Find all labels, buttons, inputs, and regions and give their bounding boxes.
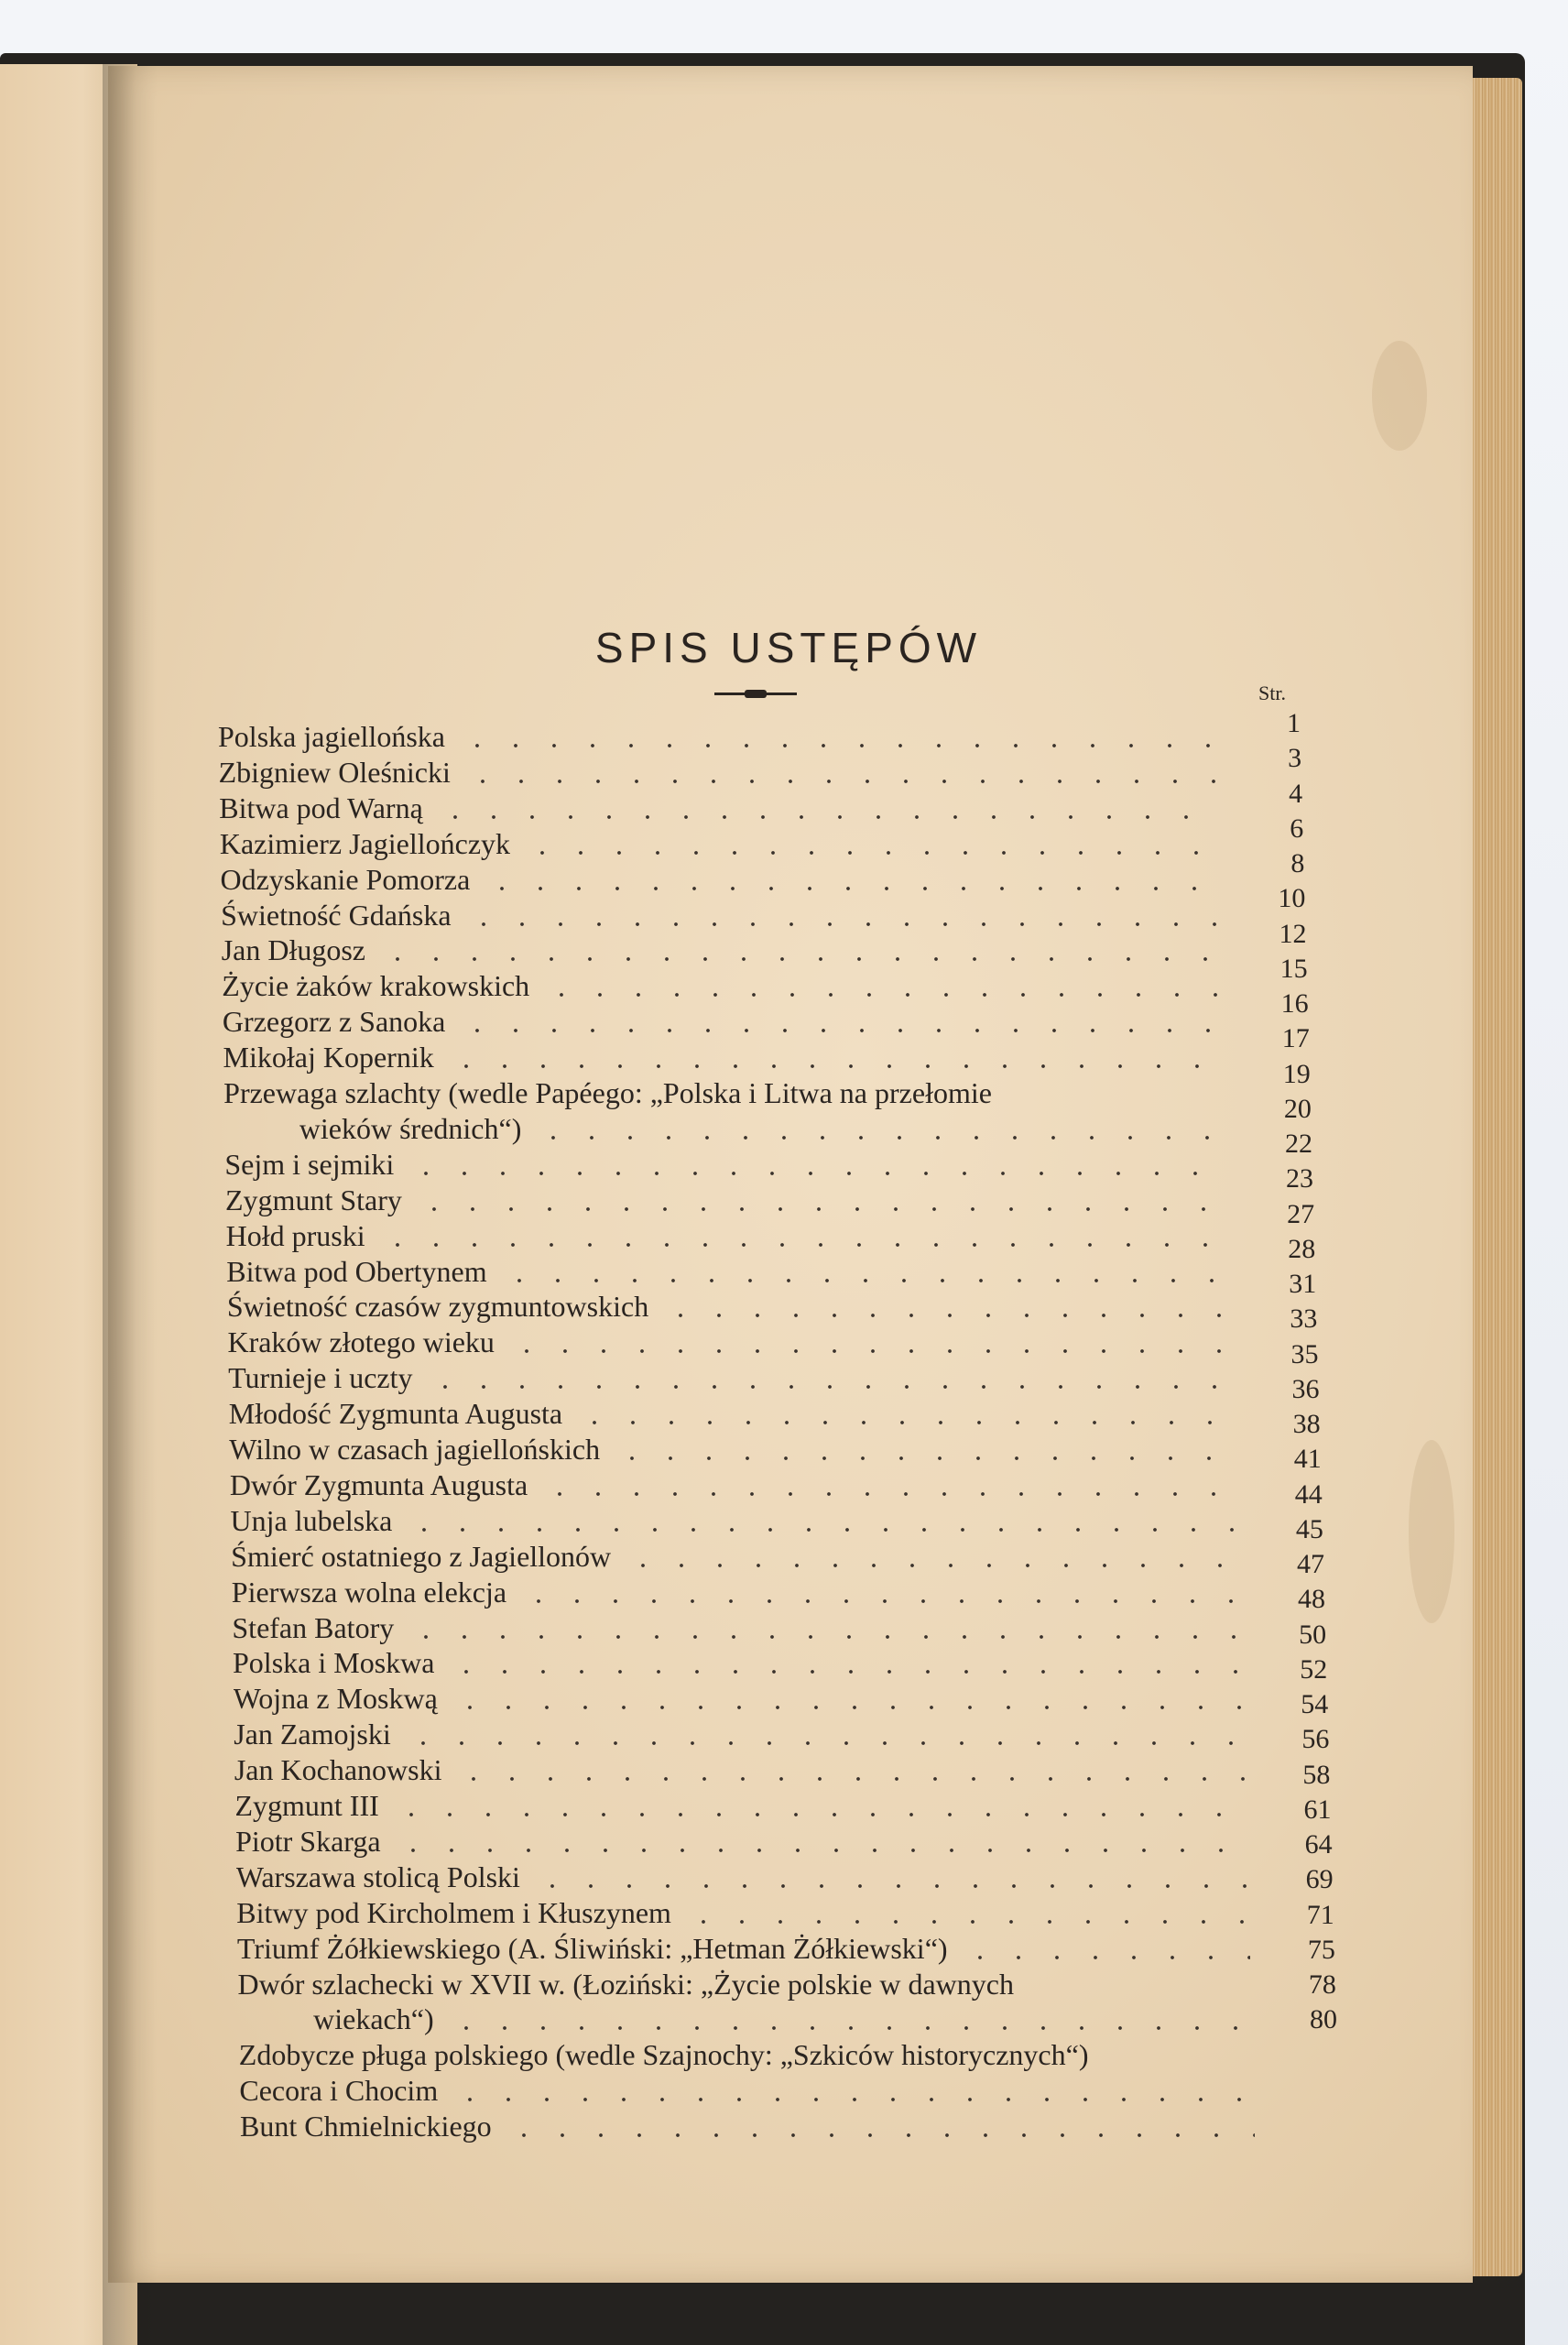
toc-entry <box>232 1575 1241 1609</box>
dot-leader <box>405 1528 1238 1532</box>
toc-entry-label: Zygmunt III <box>234 1789 379 1822</box>
page-number: 69 <box>1305 1864 1334 1895</box>
page-number: 52 <box>1300 1653 1328 1685</box>
page-number: 35 <box>1290 1338 1319 1369</box>
page-number: 19 <box>1282 1058 1311 1089</box>
toc-entry <box>227 1289 1234 1324</box>
toc-entry <box>223 1075 1227 1110</box>
toc-entry <box>235 1824 1247 1859</box>
toc-entry-label: Zygmunt Stary <box>225 1183 402 1216</box>
page-number: 23 <box>1286 1163 1314 1194</box>
toc-entry-label: Bunt Chmielnickiego <box>240 2110 492 2143</box>
toc-entry <box>236 1895 1249 1930</box>
toc-entry <box>223 1040 1227 1074</box>
page-number: 31 <box>1289 1269 1317 1299</box>
toc-entry-label: wieków średnich“) <box>299 1111 522 1145</box>
dot-leader <box>463 780 1219 783</box>
toc-entry <box>225 1183 1230 1217</box>
page-number: 80 <box>1310 2004 1337 2035</box>
toc-entry-label: Warszawa stolicą Polski <box>235 1860 520 1893</box>
dot-leader <box>447 1064 1227 1068</box>
toc-entry <box>239 2073 1254 2108</box>
toc-entry-label: Bitwa pod Obertynem <box>226 1254 487 1288</box>
page-number: 45 <box>1295 1513 1323 1544</box>
dot-leader <box>392 1813 1247 1816</box>
page-number: 28 <box>1288 1233 1316 1264</box>
toc-entry-label: Bitwa pod Warną <box>219 791 423 824</box>
toc-entry-label: Polska jagiellońska <box>218 720 445 753</box>
dot-leader <box>542 993 1225 997</box>
dot-leader <box>458 744 1218 747</box>
dot-leader <box>447 2026 1252 2030</box>
paper-stain <box>1409 1440 1454 1623</box>
page-number: 64 <box>1304 1829 1333 1860</box>
toc-entry <box>221 898 1223 933</box>
page-number: 50 <box>1299 1619 1327 1650</box>
toc-entry <box>227 1325 1234 1359</box>
dot-leader <box>407 1172 1229 1175</box>
toc-entry <box>219 791 1220 825</box>
dot-leader <box>961 1956 1250 1959</box>
toc-entry <box>230 1467 1238 1502</box>
page-column-header: Str. <box>1258 682 1286 704</box>
dot-leader <box>534 1136 1228 1140</box>
dot-leader <box>540 1492 1237 1496</box>
page-number: 33 <box>1290 1303 1318 1335</box>
toc-entry <box>234 1788 1246 1823</box>
toc-entry <box>220 826 1221 861</box>
page-number: 48 <box>1298 1584 1326 1615</box>
dot-leader <box>378 957 1224 961</box>
toc-entry <box>229 1396 1236 1431</box>
toc-entry <box>231 1503 1239 1538</box>
toc-entry <box>234 1681 1244 1716</box>
toc-entry <box>228 1360 1235 1395</box>
toc-entry-label: Kraków złotego wieku <box>227 1325 495 1359</box>
toc-entry <box>224 1147 1229 1182</box>
toc-entry <box>220 862 1222 897</box>
page-number: 6 <box>1290 813 1304 844</box>
dot-leader <box>613 1456 1236 1460</box>
toc-entry-label: Dwór szlachecki w XVII w. (Łoziński: „Życie polskie w dawnych <box>237 1967 1014 2001</box>
toc-entry <box>238 1967 1251 2001</box>
dot-leader <box>415 1207 1230 1211</box>
toc-entry-label: Triumf Żółkiewskiego (A. Śliwiński: „Hetman Żółkiewski“) <box>236 1931 948 1965</box>
page-number: 17 <box>1281 1023 1310 1054</box>
toc-entry-label: Jan Długosz <box>221 933 365 967</box>
toc-entry <box>232 1610 1241 1645</box>
toc-entry <box>313 2001 1252 2036</box>
toc-entry <box>237 1931 1250 1966</box>
page-number: 38 <box>1292 1409 1321 1439</box>
toc-entry-label: Hołd pruski <box>225 1218 365 1252</box>
toc-entry-label: Zdobycze pługa polskiego (wedle Szajnochy: „Szkiców historycznych“) <box>238 2038 1089 2072</box>
toc-entry-label: Piotr Skarga <box>235 1824 381 1858</box>
toc-entry-label: Sejm i sejmiki <box>224 1147 395 1181</box>
page-number: 36 <box>1291 1373 1320 1404</box>
dot-leader <box>575 1421 1236 1424</box>
toc-entry-label: Polska i Moskwa <box>233 1646 435 1680</box>
page-number: 1 <box>1287 708 1301 738</box>
toc-entry-label: Wojna z Moskwą <box>233 1682 438 1716</box>
page-number: 8 <box>1290 848 1305 878</box>
toc-entry <box>239 2037 1253 2072</box>
dot-leader <box>507 1349 1235 1353</box>
toc-entry-label: Turnieje i uczty <box>228 1361 413 1395</box>
page-title: SPIS USTĘPÓW <box>594 624 983 671</box>
page-number: 3 <box>1288 743 1302 774</box>
toc-entry-label: Młodość Zygmunta Augusta <box>228 1397 563 1431</box>
toc-entry-label: Śmierć ostatniego z Jagiellonów <box>231 1539 612 1573</box>
page-number: 47 <box>1296 1549 1324 1579</box>
toc-entry <box>231 1539 1239 1574</box>
page-number: 20 <box>1283 1093 1312 1124</box>
page-number: 12 <box>1279 918 1307 949</box>
book-gutter <box>103 64 158 2345</box>
page-number: 61 <box>1303 1794 1332 1825</box>
page-number: 27 <box>1287 1198 1315 1229</box>
page-number: 54 <box>1301 1689 1329 1719</box>
toc-entry <box>229 1432 1236 1467</box>
dot-leader <box>378 1243 1232 1247</box>
toc-entry <box>299 1111 1229 1146</box>
dot-leader <box>458 1029 1225 1032</box>
page-number: 71 <box>1306 1899 1334 1930</box>
dot-leader <box>407 1635 1241 1639</box>
page-number: 56 <box>1301 1724 1330 1755</box>
toc-entry-label: Stefan Batory <box>232 1610 395 1644</box>
title-ornament <box>745 690 767 698</box>
toc-entry <box>226 1218 1232 1253</box>
toc-entry <box>226 1254 1232 1289</box>
dot-leader <box>483 887 1222 890</box>
toc-entry-label: Jan Zamojski <box>234 1718 391 1751</box>
toc-entry <box>223 1004 1225 1039</box>
toc-entry-label: Bitwy pod Kircholmem i Kłuszynem <box>236 1895 671 1929</box>
toc-entry-label: Dwór Zygmunta Augusta <box>229 1467 528 1501</box>
page-number: 75 <box>1307 1934 1335 1965</box>
page-number: 10 <box>1278 883 1306 914</box>
paper-stain <box>1372 341 1427 451</box>
toc-entry-label: Odzyskanie Pomorza <box>220 862 471 896</box>
dot-leader <box>394 1849 1247 1852</box>
dot-leader <box>451 2098 1254 2101</box>
toc-entry <box>240 2109 1255 2143</box>
toc-entry-label: Kazimierz Jagiellończyk <box>219 826 511 860</box>
toc-entry <box>234 1752 1246 1787</box>
dot-leader <box>454 1777 1245 1781</box>
dot-leader <box>684 1920 1249 1924</box>
dot-leader <box>500 1279 1233 1282</box>
dot-leader <box>505 2133 1255 2137</box>
page-number: 16 <box>1280 988 1309 1019</box>
toc-entry-label: Życie żaków krakowskich <box>222 969 530 1003</box>
page-number: 41 <box>1293 1444 1322 1475</box>
dot-leader <box>661 1314 1233 1317</box>
dot-leader <box>404 1741 1245 1745</box>
page-number: 44 <box>1294 1478 1323 1510</box>
page-number: 22 <box>1284 1129 1312 1159</box>
toc-entry <box>219 755 1219 790</box>
toc-entry <box>234 1717 1244 1751</box>
toc-entry-label: Przewaga szlachty (wedle Papéego: „Polska i Litwa na przełomie <box>223 1076 992 1109</box>
toc-entry-label: Zbigniew Oleśnicki <box>218 755 451 789</box>
toc-entry-label: wiekach“) <box>313 2002 434 2036</box>
toc-entry-label: Wilno w czasach jagiellońskich <box>229 1433 601 1466</box>
toc-entry-label: Jan Kochanowski <box>234 1753 442 1787</box>
toc-entry-label: Pierwsza wolna elekcja <box>231 1575 507 1609</box>
toc-entry-label: Cecora i Chocim <box>239 2074 439 2108</box>
toc-entry-label: Unja lubelska <box>230 1503 393 1537</box>
toc-entry <box>218 719 1218 754</box>
dot-leader <box>451 1706 1244 1709</box>
toc-entry <box>236 1860 1248 1894</box>
page-number: 58 <box>1302 1759 1331 1790</box>
toc-entry-label: Świetność Gdańska <box>221 898 452 932</box>
dot-leader <box>519 1599 1241 1603</box>
toc-entry-label: Grzegorz z Sanoka <box>222 1005 446 1039</box>
toc-entry-label: Mikołaj Kopernik <box>223 1041 434 1074</box>
page-number: 78 <box>1308 1969 1336 2000</box>
dot-leader <box>624 1564 1239 1567</box>
page-number: 15 <box>1279 953 1308 984</box>
dot-leader <box>426 1385 1236 1389</box>
toc-entry <box>233 1645 1243 1680</box>
toc-entry-label: Świetność czasów zygmuntowskich <box>226 1290 649 1324</box>
dot-leader <box>447 1670 1242 1674</box>
dot-leader <box>533 1884 1248 1888</box>
dot-leader <box>523 851 1221 855</box>
page-number: 4 <box>1289 778 1303 809</box>
toc-entry <box>222 968 1225 1003</box>
dot-leader <box>436 815 1220 819</box>
dot-leader <box>464 922 1224 926</box>
toc-entry <box>222 933 1224 967</box>
